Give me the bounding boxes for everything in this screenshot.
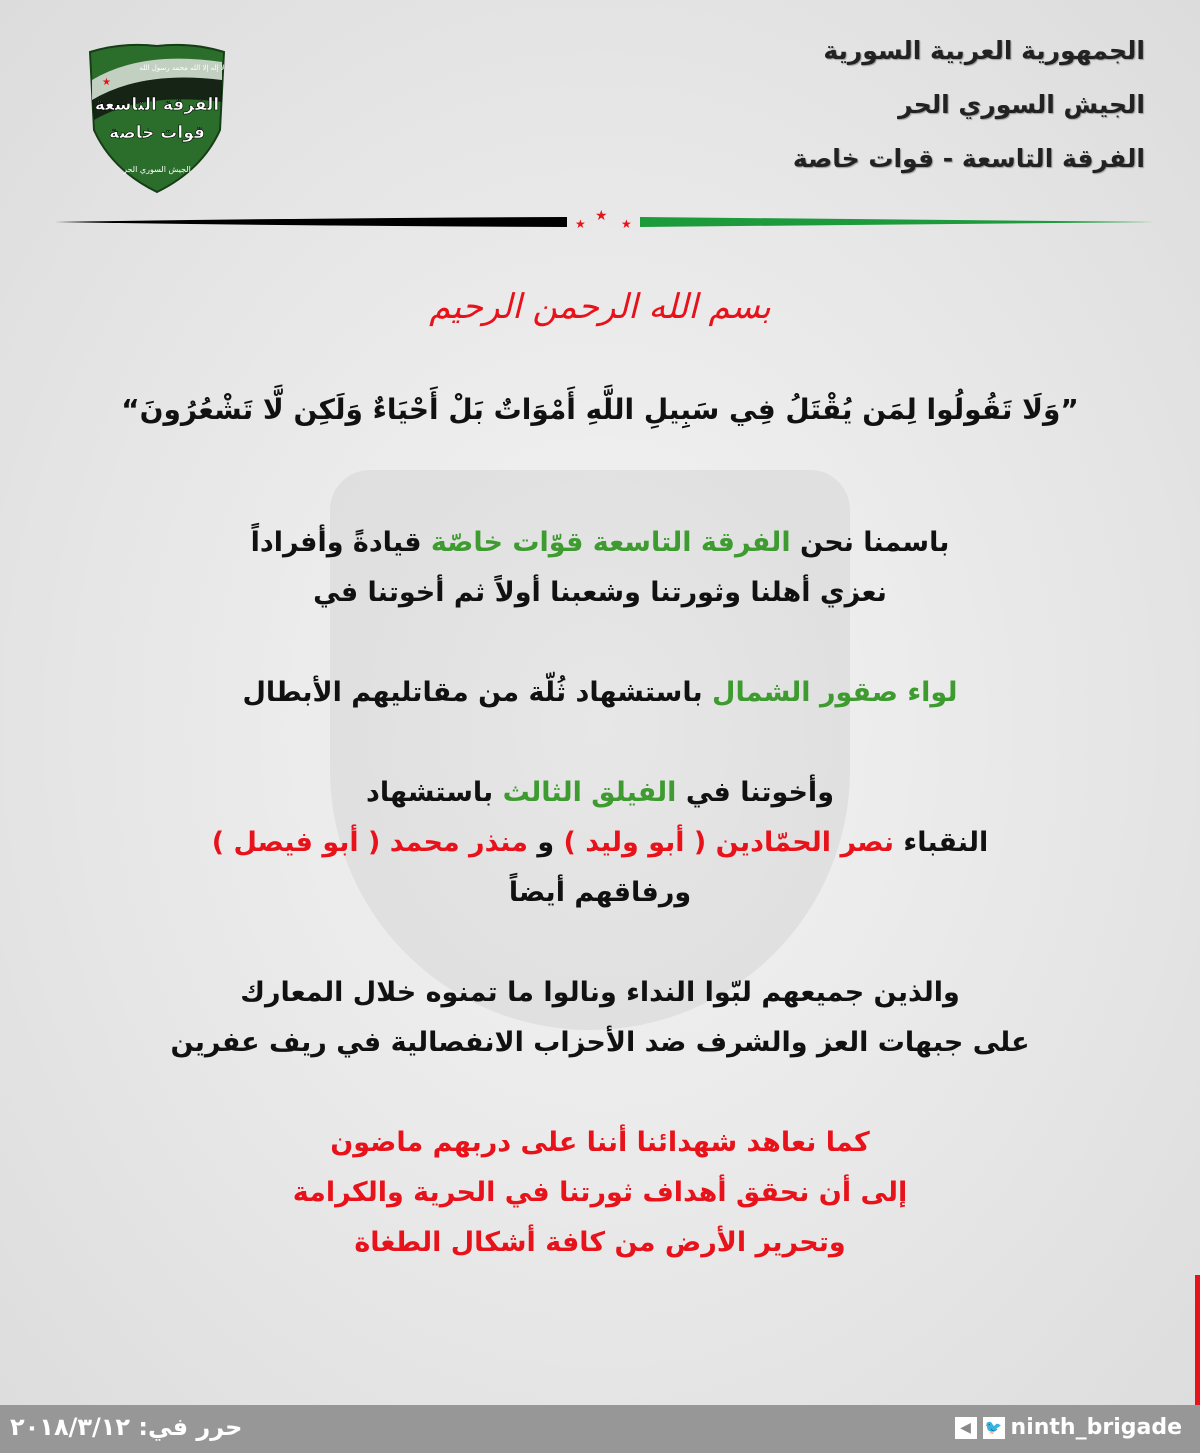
logo-title: الفرقة التاسعة bbox=[94, 95, 220, 115]
logo-bottom: الجيش السوري الحر bbox=[123, 165, 191, 174]
header-line: الجيش السوري الحر bbox=[898, 90, 1145, 119]
statement-body bbox=[100, 518, 1100, 1268]
martyr-name: منذر محمد ( أبو فيصل ) bbox=[211, 827, 528, 858]
text: قيادةً وأفراداً bbox=[250, 527, 431, 558]
header bbox=[793, 30, 1145, 192]
star-icon: ★ bbox=[621, 217, 632, 231]
unit-name: لواء صقور الشمال bbox=[712, 677, 958, 708]
social-handle[interactable] bbox=[955, 1415, 1182, 1440]
basmala-calligraphy bbox=[429, 258, 771, 358]
text: وأخوتنا في bbox=[676, 777, 834, 808]
verse-text: ”وَلَا تَقُولُوا لِمَن يُقْتَلُ فِي سَبِيلِ اللَّهِ أَمْوَاتٌ بَلْ أَحْيَاءٌ وَلَكِن لَّا تَشْعُرُونَ“ bbox=[121, 393, 1079, 426]
footer bbox=[0, 1405, 1200, 1453]
text: باستشهاد bbox=[366, 777, 503, 808]
telegram-icon: ◀ bbox=[955, 1417, 977, 1439]
text: على جبهات العز والشرف ضد الأحزاب الانفصالية في ريف عفرين bbox=[170, 1027, 1030, 1058]
header-line: الفرقة التاسعة - قوات خاصة bbox=[792, 144, 1145, 173]
header-line: الجمهورية العربية السورية bbox=[823, 36, 1145, 65]
pledge-text: كما نعاهد شهدائنا أننا على دربهم ماضون bbox=[330, 1127, 870, 1158]
pledge-text: وتحرير الأرض من كافة أشكال الطغاة bbox=[354, 1227, 846, 1258]
brigade-name: الفرقة التاسعة قوّات خاصّة bbox=[430, 527, 791, 558]
text: ورفاقهم أيضاً bbox=[508, 877, 692, 908]
issue-date: حرر في: ٢٠١٨/٣/١٢ bbox=[10, 1413, 243, 1441]
text: النقباء bbox=[894, 827, 989, 858]
logo-subtitle: قوات خاصة bbox=[109, 123, 205, 143]
brigade-logo bbox=[82, 40, 232, 192]
star-icon: ★ bbox=[575, 217, 586, 231]
unit-name: الفيلق الثالث bbox=[502, 777, 677, 808]
logo-shahada: لا إله إلا الله محمد رسول الله bbox=[139, 64, 225, 72]
pledge-text: إلى أن نحقق أهداف ثورتنا في الحرية والكرامة bbox=[292, 1177, 908, 1208]
star-icon: ★ bbox=[102, 77, 111, 88]
text: باسمنا نحن bbox=[790, 527, 950, 558]
basmala-text: بسم الله الرحمن الرحيم bbox=[429, 287, 771, 327]
text: نعزي أهلنا وثورتنا وشعبنا أولاً ثم أخوتنا في bbox=[313, 577, 887, 608]
text: والذين جميعهم لبّوا النداء ونالوا ما تمنوه خلال المعارك bbox=[240, 977, 960, 1008]
text: باستشهاد ثُلّة من مقاتليهم الأبطال bbox=[242, 677, 713, 708]
star-icon: ★ bbox=[595, 208, 608, 224]
quran-verse bbox=[100, 385, 1100, 435]
twitter-icon: 🐦 bbox=[983, 1417, 1005, 1439]
text: و bbox=[527, 827, 564, 858]
flag-divider bbox=[55, 208, 1155, 232]
handle-text: ninth_brigade bbox=[1010, 1415, 1182, 1440]
martyr-name: نصر الحمّادين ( أبو وليد ) bbox=[563, 827, 894, 858]
